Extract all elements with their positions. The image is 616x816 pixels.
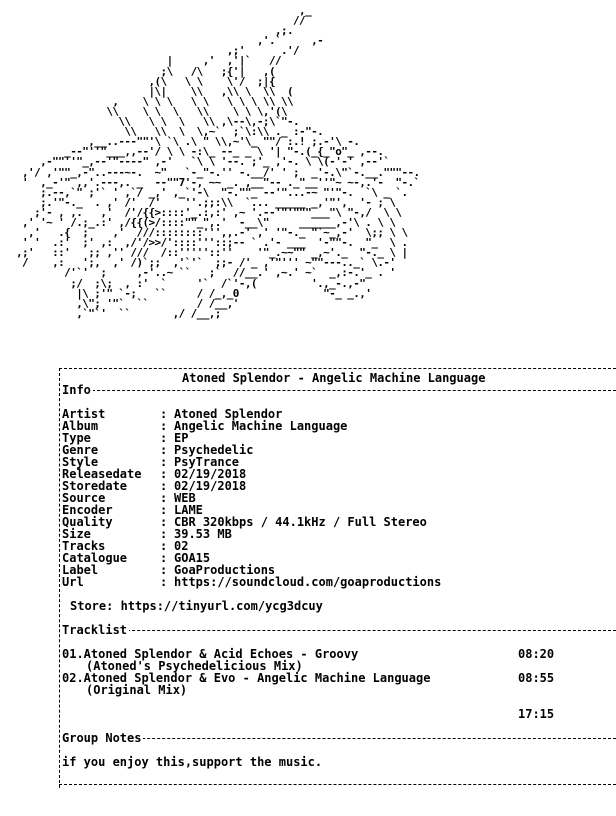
- total-time: 17:15: [518, 707, 555, 721]
- info-tracks: Tracks : 02: [62, 539, 189, 553]
- track-row-1: 01.Atoned Splendor & Acid Echoes - Groovy: [62, 647, 359, 661]
- track-subtitle-1: (Atoned's Psychedelicious Mix): [86, 659, 303, 673]
- nfo-info-box: [56, 362, 616, 792]
- info-url[interactable]: Url : https://soundcloud.com/goaproductions: [62, 575, 442, 589]
- info-catalogue: Catalogue : GOA15: [62, 551, 211, 565]
- section-tracklist-header: Tracklist: [62, 624, 616, 636]
- track-time-1: 08:20: [518, 647, 555, 661]
- section-group-notes-header: Group Notes: [62, 732, 616, 744]
- track-time-2: 08:55: [518, 671, 555, 685]
- info-source: Source : WEB: [62, 491, 196, 505]
- info-size: Size : 39.53 MB: [62, 527, 232, 541]
- track-row-2: 02.Atoned Splendor & Evo - Angelic Machine Language: [62, 671, 431, 685]
- info-storedate: Storedate : 02/19/2018: [62, 479, 247, 493]
- info-style: Style : PsyTrance: [62, 455, 240, 469]
- section-info-header: Info: [62, 384, 616, 396]
- info-encoder: Encoder : LAME: [62, 503, 203, 517]
- store-link[interactable]: Store: https://tinyurl.com/ycg3dcuy: [70, 599, 323, 613]
- info-genre: Genre : Psychedelic: [62, 443, 254, 457]
- nfo-title: Atoned Splendor - Angelic Machine Language: [182, 371, 486, 385]
- info-label: Label : GoaProductions: [62, 563, 276, 577]
- info-quality: Quality : CBR 320kbps / 44.1kHz / Full Stereo: [62, 515, 427, 529]
- info-album: Album : Angelic Machine Language: [62, 419, 348, 433]
- group-notes-text: if you enjoy this,support the music.: [62, 755, 323, 769]
- info-type: Type : EP: [62, 431, 189, 445]
- info-releasedate: Releasedate : 02/19/2018: [62, 467, 247, 481]
- ascii-art-logo: ,_ // ,;. ,'.` ,- ,;' .'/ | ,' ,'|` // ;\ /\ ;{'| ,( ,(\ \ \ \'/ ;|{ |\| \\ ,\\ \ \\ ( , \ \ \ \ \ \ \ \ \\ \\ \\ \ \ \ \\ \ \ \,'(\ \\ \ \ \ \\ ,\--\,-;\`"-. \\ \\ \ \,~` ;`\:\\ ._ :-"-. ,__..---""'\ `\ .\ " \\,~'\_ ""/ :.! ;.-'\ -. _--"''"___,,--'/ \ \ -:\_ --_ _ \ '| "-.(_{_"o"_ ,--. ,-""''"_,--'"----" ,-' `\ \ '--. ;'_ ,'-. \ \(-'-' ,--'` ,'/ ,'""_,-"..---~-. ~" `-_"-.'' -.__/' ' ; _'-.\"`-.__."""--. ' ,_-'" ,,'.---,. _ --""7'-, ~~ _. ,__"-- ._"__''"~ ~-,.'- "-.` ;.--,`" ;'` ' ,`/ _,' ,_`'-\ "-.""_ --'"...-~ "'"-. `\ _ `. ;.'"-._ . ,' /' /' ''.;;:\\ `... _____ _,'"', '- ; \ ;'- , ,. ,' /'/{{>::::'_.:,:' ,~ '.--'"'"""___"\ "-,/ \ \ ,' '~ ' /.;_.:' ,/{{(>/::::""_",.' -__\" ______,-'\ . \ \ ,' .{ ; ,' ///::::::::''',,.-' ,' '"-._ "`~_,-' \;; \ \ ' ' .:' ;' ,: ,/'/>>/'::::'''::;-- ` .'- ___ '-""-. "_ \ . ,;' ::' ;; ,'' /// /::'''''::'' '"_.~~"" _,~'._ "-._ \ | / ,: ';, ,' /)`;; ,'`'` ;;- /'_ ,'"''' ~""---.._` \.-' /'`' ; ,-'..~ `` ;` //__.' ,~.' ~` _,:-.'_ . ' ;/ ;\; , :' ` '` /`'-,( '.,_-.,-" |\ ;'" `-; `` / /_,_0 "-_ _.,' ,\"; '"` `` / /__,' ,`"`' `` ,/ /__,;: [16, 4, 420, 320]
- info-artist: Artist : Atoned Splendor: [62, 407, 283, 421]
- track-subtitle-2: (Original Mix): [86, 683, 188, 697]
